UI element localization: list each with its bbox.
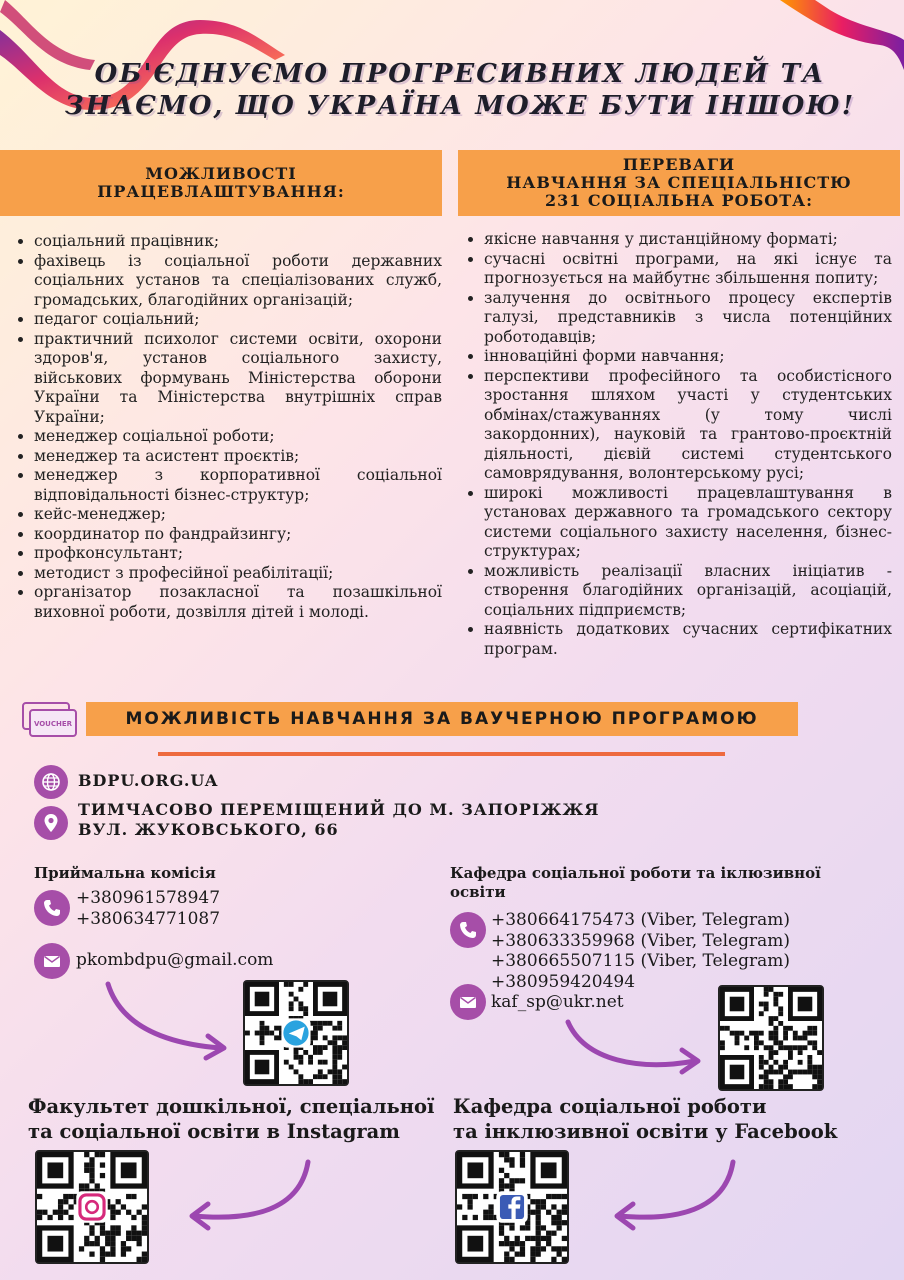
employment-header-line-1: МОЖЛИВОСТІ	[145, 164, 297, 183]
list-item: • менеджер та асистент проєктів;	[34, 447, 442, 467]
list-item: • профконсультант;	[34, 544, 442, 564]
mail-icon	[34, 943, 70, 979]
list-item: • менеджер соціальної роботи;	[34, 427, 442, 447]
list-item: • широкі можливості працевлаштування в установах державного та громадського сектору системи соціального захисту населення, бізнес-структурах;	[484, 484, 892, 562]
arrow-to-facebook-qr	[605, 1156, 745, 1236]
arrow-to-telegram-qr	[100, 978, 240, 1068]
arrow-to-instagram-qr	[180, 1156, 320, 1236]
department-phone-2[interactable]: +380633359968 (Viber, Telegram)	[491, 930, 790, 951]
main-headline	[60, 58, 860, 122]
department-title-line-2: освіти	[450, 883, 506, 901]
facebook-icon	[500, 1195, 524, 1219]
facebook-title-line-2: та інклюзивної освіти у Facebook	[453, 1120, 838, 1143]
admissions-phone-2[interactable]: +380634771087	[76, 908, 221, 929]
list-item: • залучення до освітнього процесу експертів галузі, представників з числа потенційних роботодавців;	[484, 289, 892, 348]
list-item: • кейс-менеджер;	[34, 505, 442, 525]
advantages-header-line-3: 231 СОЦІАЛЬНА РОБОТА:	[544, 191, 814, 210]
advantages-list	[462, 230, 892, 659]
arrow-to-department-qr	[560, 1016, 710, 1086]
admissions-phone-1[interactable]: +380961578947	[76, 888, 221, 908]
address-line-2: ВУЛ. ЖУКОВСЬКОГО, 66	[78, 820, 339, 839]
department-phone-4[interactable]: +380959420494	[491, 971, 636, 992]
department-title-line-1: Кафедра соціальної роботи та іклюзивної	[450, 864, 821, 882]
mail-icon	[450, 984, 486, 1020]
list-item: • перспективи професійного та особистісного зростання шляхом участі у студентських обмінах/стажуваннях (у тому числі закордонних), науковій та грантово-проєктній діяльності, дієвій системі студентського самоврядування, волонтерському русі;	[484, 367, 892, 484]
voucher-banner: МОЖЛИВІСТЬ НАВЧАННЯ ЗА ВАУЧЕРНОЮ ПРОГРАМОЮ	[86, 702, 798, 736]
list-item: • соціальний працівник;	[34, 232, 442, 252]
list-item: • методист з професійної реабілітації;	[34, 564, 442, 584]
list-item: • організатор позакласної та позашкільної виховної роботи, дозвілля дітей і молоді.	[34, 583, 442, 622]
list-item: • інноваційні форми навчання;	[484, 347, 892, 367]
section-divider	[158, 752, 725, 756]
website-link[interactable]: BDPU.ORG.UA	[78, 771, 219, 790]
headline-line-2: ЗНАЄМО, ЩО УКРАЇНА МОЖЕ БУТИ ІНШОЮ!	[64, 91, 856, 121]
telegram-icon	[283, 1020, 308, 1045]
advantages-header-line-1: ПЕРЕВАГИ	[622, 155, 736, 174]
instagram-title-line-2: та соціальної освіти в Instagram	[28, 1120, 400, 1143]
globe-icon	[34, 765, 68, 799]
department-email[interactable]: kaf_sp@ukr.net	[491, 992, 624, 1012]
employment-list	[12, 232, 442, 622]
phone-icon	[450, 912, 486, 948]
department-phone-3[interactable]: +380665507115 (Viber, Telegram)	[491, 951, 790, 971]
instagram-title	[28, 1094, 434, 1144]
admissions-phones	[76, 888, 220, 929]
advantages-header	[458, 150, 900, 216]
instagram-qr-code[interactable]	[35, 1150, 149, 1264]
list-item: • можливість реалізації власних ініціатив - створення благодійних організацій, асоціацій, соціальних підприємств;	[484, 562, 892, 621]
facebook-title	[453, 1094, 837, 1144]
voucher-icon	[22, 702, 78, 738]
admissions-title: Приймальна комісія	[34, 864, 216, 882]
department-title	[450, 864, 821, 902]
list-item: • якісне навчання у дистанційному форматі;	[484, 230, 892, 250]
headline-line-1: ОБ'ЄДНУЄМО ПРОГРЕСИВНИХ ЛЮДЕЙ ТА	[94, 59, 826, 89]
address-line-1: ТИМЧАСОВО ПЕРЕМІЩЕНИЙ ДО М. ЗАПОРІЖЖЯ	[78, 800, 600, 819]
phone-icon	[34, 890, 70, 926]
facebook-title-line-1: Кафедра соціальної роботи	[453, 1095, 767, 1118]
admissions-email[interactable]: pkombdpu@gmail.com	[76, 950, 274, 970]
telegram-qr-code[interactable]	[243, 980, 349, 1086]
list-item: • координатор по фандрайзингу;	[34, 525, 442, 545]
list-item: • менеджер з корпоративної соціальної відповідальності бізнес-структур;	[34, 466, 442, 505]
list-item: • наявність додаткових сучасних сертифікатних програм.	[484, 620, 892, 659]
list-item: • сучасні освітні програми, на які існує та прогнозується на майбутнє збільшення попиту;	[484, 250, 892, 289]
voucher-icon-label: VOUCHER	[33, 720, 73, 728]
instagram-title-line-1: Факультет дошкільної, спеціальної	[28, 1095, 435, 1118]
list-item: • фахівець із соціальної роботи державних соціальних установ та спеціалізованих служб, громадських, благодійних організацій;	[34, 252, 442, 311]
facebook-qr-code[interactable]	[455, 1150, 569, 1264]
list-item: • педагог соціальний;	[34, 310, 442, 330]
employment-header	[0, 150, 442, 216]
advantages-header-line-2: НАВЧАННЯ ЗА СПЕЦІАЛЬНІСТЮ	[506, 173, 852, 192]
department-phone-1[interactable]: +380664175473 (Viber, Telegram)	[491, 910, 790, 930]
department-qr-code[interactable]	[718, 985, 824, 1091]
list-item: • практичний психолог системи освіти, охорони здоров'я, установ соціального захисту, військових формувань Міністерства оборони України та Міністерства внутрішніх справ України;	[34, 330, 442, 428]
location-pin-icon	[34, 806, 68, 840]
employment-header-line-2: ПРАЦЕВЛАШТУВАННЯ:	[97, 182, 345, 201]
